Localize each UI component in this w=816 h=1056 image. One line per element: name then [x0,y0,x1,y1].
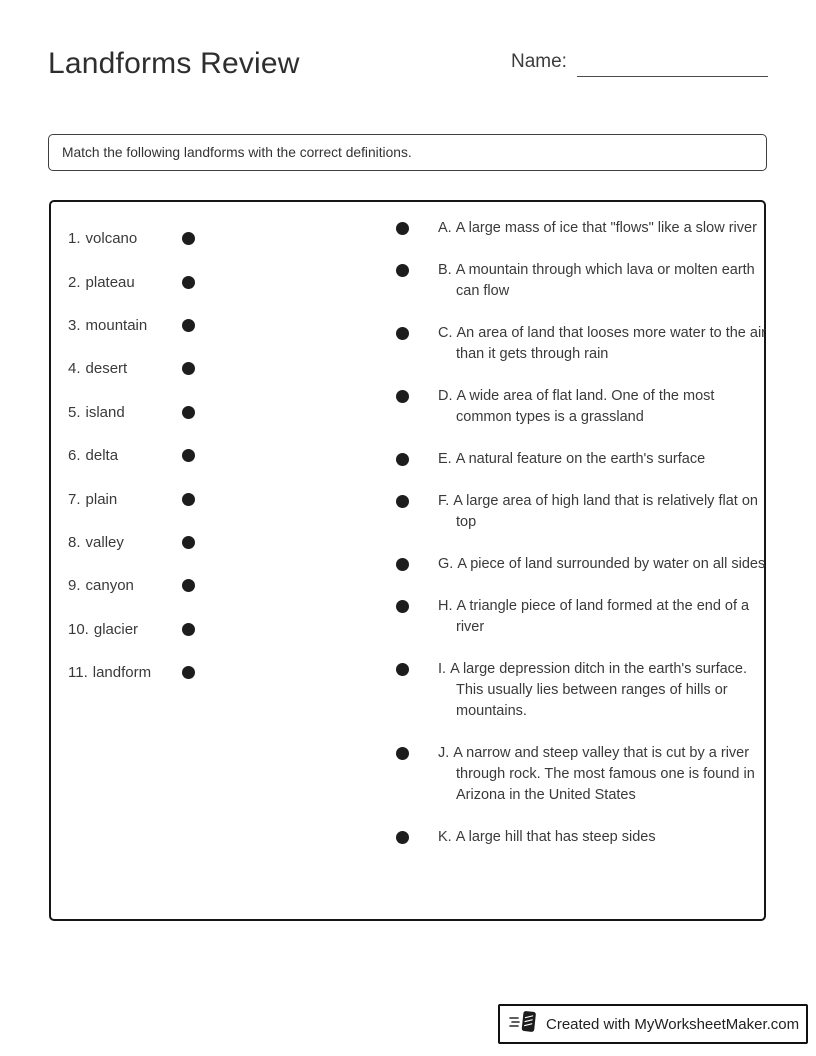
matching-box [49,200,766,921]
term-label: desert [85,360,128,378]
definition-text: An area of land that looses more water to the air than it gets through rain [456,325,767,362]
definition-row [396,491,768,533]
definition-letter: J. [438,745,450,761]
definition-text: A piece of land surrounded by water on all sides [457,556,766,572]
match-dot-icon [182,319,195,332]
term-number: 6. [68,447,81,465]
match-dot-icon [396,831,409,844]
definition-row [396,449,768,470]
definition-row [396,323,768,365]
term-row [68,391,195,434]
definition-text: A large hill that has steep sides [455,829,656,845]
definition-text: A large mass of ice that "flows" like a slow river [455,220,757,236]
term-number: 2. [68,273,81,291]
definition-letter: H. [438,598,453,614]
term-label: island [85,403,125,421]
credit-text: Created with MyWorksheetMaker.com [546,1015,800,1033]
term-row [68,347,195,390]
definition-letter: D. [438,388,453,404]
match-dot-icon [182,362,195,375]
match-dot-icon [182,276,195,289]
term-label: plateau [85,273,135,291]
definition-text: A natural feature on the earth's surface [455,451,706,467]
definition-letter: B. [438,262,452,278]
definition-text: A wide area of flat land. One of the most common types is a grassland [456,388,715,425]
match-dot-icon [396,264,409,277]
match-dot-icon [182,406,195,419]
term-row [68,217,195,260]
definition-row [396,554,768,575]
term-row [68,651,195,694]
flying-worksheet-icon [509,1009,539,1040]
definition-text: A large area of high land that is relatively flat on top [453,493,758,530]
definition-text: A narrow and steep valley that is cut by a river through rock. The most famous one is found in Arizona in the United States [453,745,755,803]
match-dot-icon [396,453,409,466]
definition-letter: F. [438,493,450,509]
term-number: 1. [68,230,81,248]
match-dot-icon [182,536,195,549]
terms-column [68,217,195,694]
definition-row [396,743,768,806]
term-row [68,521,195,564]
term-label: mountain [85,316,148,334]
definition-text: A large depression ditch in the earth's surface. This usually lies between ranges of hills or mountains. [450,661,748,719]
term-row [68,304,195,347]
definition-row [396,596,768,638]
term-row [68,608,195,651]
definition-letter: C. [438,325,453,341]
term-label: volcano [85,230,138,248]
definition-text: A mountain through which lava or molten earth can flow [455,262,755,299]
match-dot-icon [182,232,195,245]
term-label: plain [85,490,118,508]
term-number: 9. [68,577,81,595]
definitions-column [396,218,768,848]
match-dot-icon [182,493,195,506]
match-dot-icon [182,623,195,636]
match-dot-icon [182,666,195,679]
match-dot-icon [396,600,409,613]
definition-letter: G. [438,556,454,572]
match-dot-icon [182,449,195,462]
definition-row [396,659,768,722]
match-dot-icon [396,390,409,403]
term-number: 11. [68,664,88,682]
instruction-box [48,134,767,171]
term-label: delta [85,447,119,465]
match-dot-icon [396,495,409,508]
term-label: landform [92,664,152,682]
definition-row [396,827,768,848]
definition-letter: I. [438,661,447,677]
name-label: Name: [511,51,567,72]
page-title: Landforms Review [48,47,300,80]
match-dot-icon [396,222,409,235]
match-dot-icon [182,579,195,592]
match-dot-icon [396,558,409,571]
definition-text: A triangle piece of land formed at the end of a river [456,598,750,635]
credit-box [498,1004,808,1044]
term-label: valley [85,533,124,551]
instruction-text: Match the following landforms with the correct definitions. [62,145,412,160]
term-number: 7. [68,490,81,508]
term-row [68,564,195,607]
term-number: 8. [68,533,81,551]
term-label: glacier [93,620,139,638]
definition-row [396,260,768,302]
term-row [68,260,195,303]
definition-letter: A. [438,220,452,236]
term-number: 10. [68,620,89,638]
term-number: 5. [68,403,81,421]
term-label: canyon [85,577,134,595]
definition-row [396,386,768,428]
term-row [68,477,195,520]
definition-letter: E. [438,451,452,467]
term-number: 3. [68,316,81,334]
term-number: 4. [68,360,81,378]
name-blank-line [577,76,768,77]
match-dot-icon [396,747,409,760]
match-dot-icon [396,663,409,676]
definition-letter: K. [438,829,452,845]
term-row [68,434,195,477]
match-dot-icon [396,327,409,340]
definition-row [396,218,768,239]
